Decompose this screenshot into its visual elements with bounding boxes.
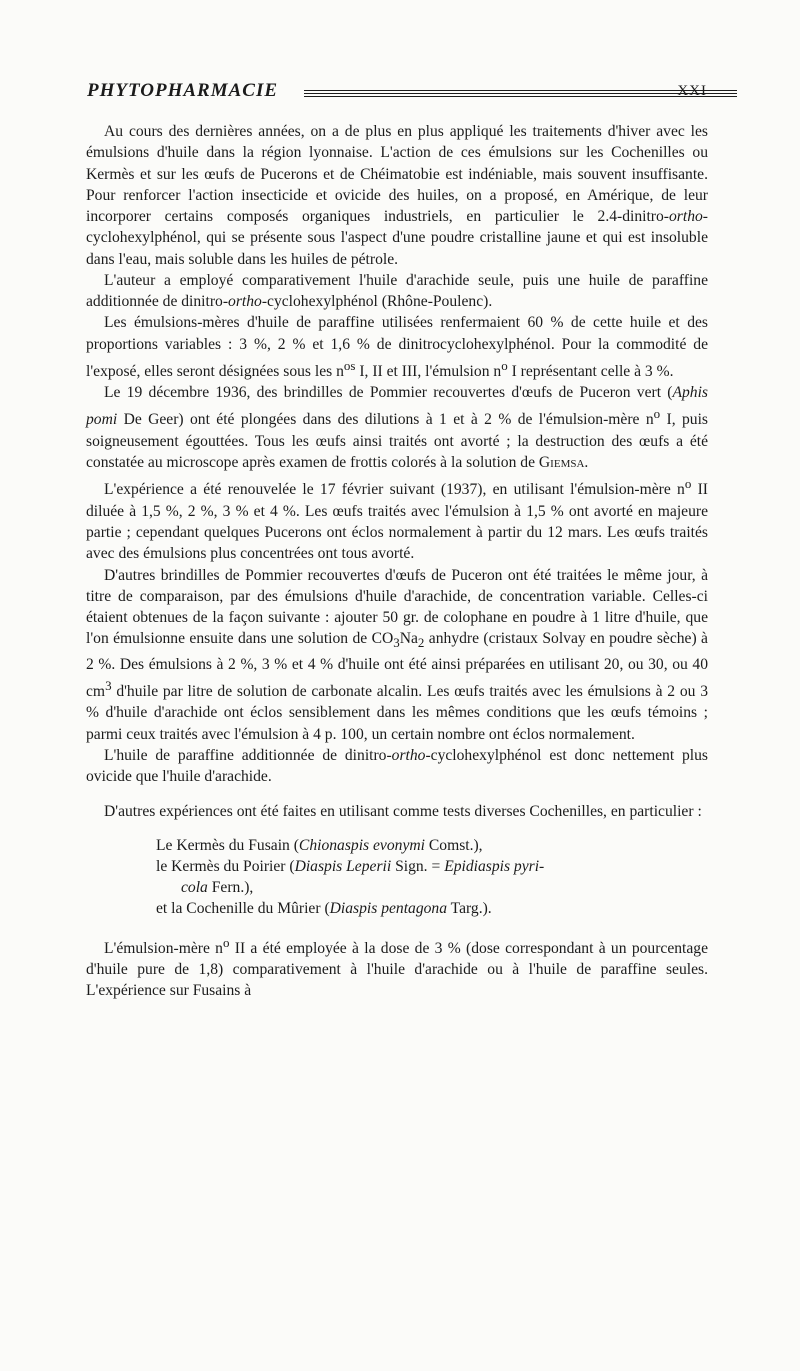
paragraph: L'huile de paraffine additionnée de dinitro-ortho-cyclohexylphénol est donc nettement plus ovicide que l'huile d'arachide. <box>86 746 708 786</box>
list-item: Le Kermès du Fusain (Chionaspis evonymi Comst.), <box>156 836 483 854</box>
paragraph: L'expérience a été renouvelée le 17 février suivant (1937), en utilisant l'émulsion-mère $n^o$ II diluée à 1,5 %, 2 %, 3 % et 4 %. Les œufs traités avec l'émulsion à 1,5 % ont avorté en majeure partie ; cependant quelques Pucerons ont éclos normalement à partir du 12 mars. Les œufs traités avec des émulsions plus concentrées ont tous avorté. <box>86 476 708 563</box>
paragraph: L'émulsion-mère $n^o$ II a été employée à la dose de 3 % (dose correspondant à un pourcentage d'huile pure de 1,8) comparativement à l'huile d'arachide ou à l'huile de paraffine seules. L'expérience sur Fusains à <box>86 934 709 1000</box>
list-item: et la Cochenille du Mûrier (Diaspis pentagona Targ.). <box>156 900 492 918</box>
paragraph: L'auteur a employé comparativement l'huile d'arachide seule, puis une huile de paraffine additionnée de dinitro-ortho-cyclohexylphénol (Rhône-Poulenc). <box>86 271 708 310</box>
paragraph: Les émulsions-mères d'huile de paraffine utilisées renfermaient 60 % de cette huile et des proportions variables : 3 %, 2 % et 1,6 % de dinitrocyclohexylphénol. Pour la commodité de l'exposé, elles seront désignées sous les $n^{os}$ I, II et III, l'émulsion $n^o$ I représentant celle à 3 %. <box>86 314 708 380</box>
header-rule <box>304 93 737 94</box>
paragraph: Le 19 décembre 1936, des brindilles de Pommier recouvertes d'œufs de Puceron vert (Aphis pomi De Geer) ont été plongées dans des dilutions à 1 et à 2 % de l'émulsion-mère $n^o$ I, puis soigneusement égouttées. Tous les œufs ainsi traités ont avorté ; la destruction des œufs a été constatée au microscope après examen de frottis colorés à la solution de Giemsa. <box>86 384 708 472</box>
header-rule <box>304 90 737 91</box>
running-title: PHYTOPHARMACIE <box>87 80 279 101</box>
list-item-continuation: cola Fern.), <box>181 879 254 897</box>
page-header <box>87 80 712 106</box>
list-item: le Kermès du Poirier (Diaspis Leperii Sign. = Epidiaspis pyri- <box>156 857 545 875</box>
species-list <box>86 835 708 920</box>
paragraph: D'autres brindilles de Pommier recouvertes d'œufs de Puceron ont été traitées le même jour, à titre de comparaison, par des émulsions d'huile d'arachide, de concentration variable. Celles-ci étaient obtenues de la façon suivante : ajouter 50 gr. de colophane en poudre à 1 litre d'huile, que l'on émulsionne ensuite dans une solution de $CO_3Na_2$ anhydre (cristaux Solvay en poudre sèche) à 2 %. Des émulsions à 2 %, 3 % et 4 % d'huile ont été ainsi préparées en utilisant 20, ou 30, ou 40 $cm^3$ d'huile par litre de solution de carbonate alcalin. Les œufs traités avec les émulsions à 2 ou 3 % d'huile d'arachide ont éclos sensiblement dans les mêmes conditions que les œufs témoins ; parmi ceux traités avec l'émulsion à 4 p. 100, un certain nombre ont éclos normalement. <box>86 566 708 743</box>
page-number: XXI <box>677 83 707 99</box>
body-text <box>86 121 708 1002</box>
paragraph: D'autres expériences ont été faites en utilisant comme tests diverses Cochenilles, en particulier : <box>104 803 702 821</box>
paragraph: Au cours des dernières années, on a de plus en plus appliqué les traitements d'hiver avec les émulsions d'huile dans la région lyonnaise. L'action de ces émulsions sur les Cochenilles ou Kermès et sur les œufs de Pucerons et de Chéimatobie est indéniable, mais souvent insuffisante. Pour renforcer l'action insecticide et ovicide des huiles, on a proposé, en Amérique, de leur incorporer certains composés organiques industriels, en particulier le 2.4-dinitro-ortho-cyclohexylphénol, qui se présente sous l'aspect d'une poudre cristalline jaune et qui est insoluble dans l'eau, mais soluble dans les huiles de pétrole. <box>86 123 708 268</box>
header-rule <box>304 96 737 97</box>
